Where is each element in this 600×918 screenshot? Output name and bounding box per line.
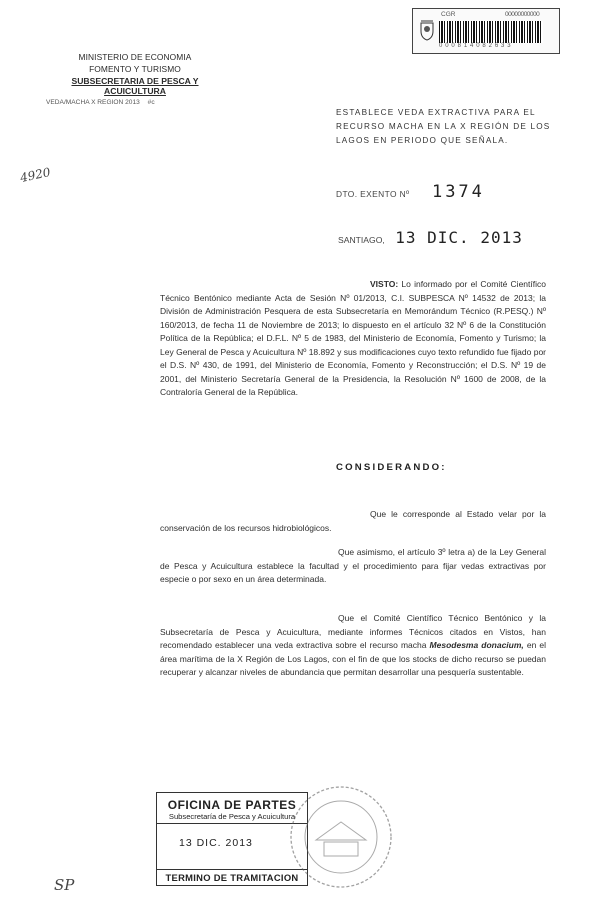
place-date xyxy=(338,228,558,248)
barcode-top-right: 00000000000 xyxy=(505,11,540,18)
subject-line2: RECURSO MACHA EN LA X REGIÓN DE LOS xyxy=(336,122,551,131)
ministry-header xyxy=(40,52,230,106)
decree-line xyxy=(336,182,556,202)
stamp-title: OFICINA DE PARTES xyxy=(167,798,297,812)
considerando-p1: Que le corresponde al Estado velar por la conservación de los recursos hidrobiológicos. xyxy=(160,509,546,533)
reference-code-suffix: #c xyxy=(147,99,155,106)
barcode xyxy=(439,21,543,43)
coat-of-arms-icon xyxy=(419,19,435,41)
stamp-footer: TERMINO DE TRAMITACION xyxy=(157,869,307,883)
stamp-date: 13 DIC. 2013 xyxy=(179,837,253,849)
handwritten-note: 4920 xyxy=(18,164,52,186)
considerando-heading: CONSIDERANDO: xyxy=(336,462,447,473)
subject-block xyxy=(336,106,556,148)
subject-line3: LAGOS EN PERIODO QUE SEÑALA. xyxy=(336,136,509,145)
considerando-p3 xyxy=(160,612,546,680)
species-name: Mesodesma donacium, xyxy=(429,640,524,650)
reference-code-text: VEDA/MACHA X REGION 2013 xyxy=(46,99,140,106)
subsecretaria-title: SUBSECRETARIA DE PESCA Y ACUICULTURA xyxy=(71,76,199,96)
considerando-p3-a: Que el Comité Científico Técnico Bentónico y la Subsecretaría de Pesca y Acuicultura, mediante informes Técnicos citados en Vistos, han recomendado establecer una veda extractiva sobre el recurso macha xyxy=(160,613,546,650)
ministry-line1: MINISTERIO DE ECONOMIA xyxy=(78,52,192,62)
ministry-line2: FOMENTO Y TURISMO xyxy=(89,64,181,74)
visto-paragraph xyxy=(160,278,546,400)
barcode-box xyxy=(412,8,560,54)
barcode-top-label: CGR xyxy=(441,11,456,18)
reference-code xyxy=(40,99,230,106)
decree-number: 1374 xyxy=(431,182,485,202)
subject-line1: ESTABLECE VEDA EXTRACTIVA PARA EL xyxy=(336,108,536,117)
considerando-p3-b: en el área marítima de la X Región de Los Lagos, con el fin de que los stocks de dicho recurso se puedan recuperar y alcanzar niveles de abundancia que permitan desarrollar una pesquería sustentable. xyxy=(160,640,546,677)
city: SANTIAGO, xyxy=(338,235,385,245)
handwritten-initials: SP xyxy=(54,876,75,894)
round-seal-icon xyxy=(286,782,396,892)
barcode-code: 0 0 0 8 1 4 0 8 2 6 3 3 xyxy=(439,43,512,49)
decree-date: 13 DIC. 2013 xyxy=(395,228,523,247)
visto-text: Lo informado por el Comité Científico Técnico Bentónico mediante Acta de Sesión Nº 01/2013, C.I. SUBPESCA Nº 14532 de 2013; la División de Administración Pesquera de esta Subsecretaría en Memorándum Técnico (R.PESQ.) Nº 160/2013, de fecha 11 de Noviembre de 2013; lo dispuesto en el artículo 32 Nº 6 de la Constitución Política de la República; el D.F.L. Nº 5 de 1983, del Ministerio de Economía, Fomento y Turismo; la Ley General de Pesca y Acuicultura Nº 18.892 y sus modificaciones cuyo texto refundido fue fijado por el D.S. Nº 430, de 1991, del Ministerio de Economía, Fomento y Reconstrucción; el D.S. Nº 19 de 2001, del Ministerio Secretaría General de la Presidencia, la Resolución Nº 1600 de 2008, de la Contraloría General de la República. xyxy=(160,279,546,397)
visto-label: VISTO: xyxy=(370,279,399,289)
considerando-p2: Que asimismo, el artículo 3º letra a) de la Ley General de Pesca y Acuicultura establece la facultad y el procedimiento para fijar vedas extractivas por especie o por sexo en un área determinada. xyxy=(160,547,546,584)
decree-label: DTO. EXENTO Nº xyxy=(336,189,410,199)
stamp-subtitle: Subsecretaría de Pesca y Acuicultura xyxy=(157,812,307,824)
